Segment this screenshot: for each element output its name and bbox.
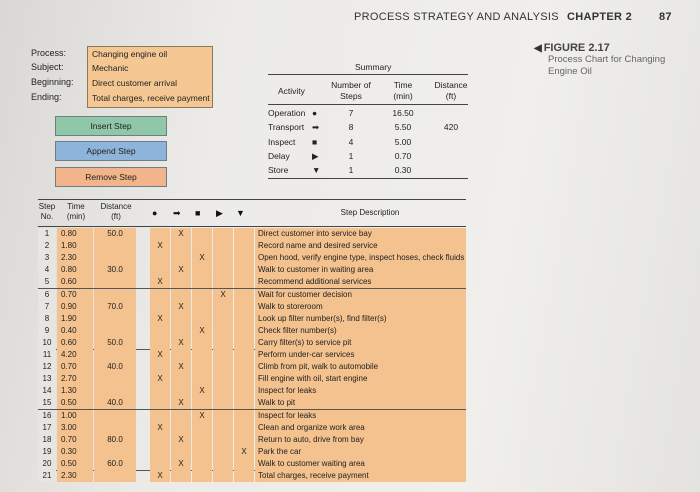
table-row[interactable] xyxy=(38,458,466,470)
table-row[interactable] xyxy=(38,349,466,361)
step-distance xyxy=(94,349,136,361)
activity-mark xyxy=(213,325,233,337)
activity-mark xyxy=(234,410,254,422)
step-number: 2 xyxy=(38,240,56,252)
activity-mark xyxy=(234,470,254,482)
activity-mark xyxy=(171,410,191,422)
page-number: 87 xyxy=(659,11,672,23)
table-row[interactable] xyxy=(38,252,466,264)
activity-mark xyxy=(171,470,191,482)
activity-mark xyxy=(192,289,212,301)
activity-mark xyxy=(192,446,212,458)
step-description: Walk to customer waiting area xyxy=(255,458,466,470)
activity-mark xyxy=(234,373,254,385)
process-label: Process: xyxy=(31,48,67,58)
activity-mark xyxy=(213,434,233,446)
activity-mark xyxy=(213,458,233,470)
step-distance xyxy=(94,325,136,337)
step-description: Perform under-car services xyxy=(255,349,466,361)
activity-mark xyxy=(192,458,212,470)
store-icon: ▼ xyxy=(236,208,245,218)
step-distance xyxy=(94,373,136,385)
activity-mark xyxy=(171,325,191,337)
activity-mark xyxy=(150,410,170,422)
step-time: 0.50 xyxy=(57,397,93,409)
activity-mark xyxy=(171,349,191,361)
step-distance xyxy=(94,289,136,301)
activity-mark: X xyxy=(171,434,191,446)
activity-mark xyxy=(192,276,212,288)
table-top-rule xyxy=(38,199,466,200)
running-header-chapter: CHAPTER 2 xyxy=(567,11,633,23)
activity-mark xyxy=(150,434,170,446)
table-row[interactable] xyxy=(38,264,466,276)
table-row[interactable] xyxy=(38,276,466,288)
activity-mark xyxy=(213,240,233,252)
activity-mark xyxy=(234,361,254,373)
insert-step-button[interactable]: Insert Step xyxy=(55,116,167,136)
activity-mark: X xyxy=(171,301,191,313)
activity-mark xyxy=(171,252,191,264)
activity-mark: X xyxy=(150,313,170,325)
step-number: 10 xyxy=(38,337,56,349)
activity-mark xyxy=(234,228,254,240)
summary-header-rule xyxy=(268,104,468,105)
activity-mark xyxy=(171,240,191,252)
step-number: 8 xyxy=(38,313,56,325)
step-time: 1.80 xyxy=(57,240,93,252)
activity-mark xyxy=(192,337,212,349)
activity-mark xyxy=(234,252,254,264)
summary-distance-header: Distance (ft) xyxy=(434,80,468,101)
activity-mark xyxy=(213,361,233,373)
figure-caption: Process Chart for Changing Engine Oil xyxy=(548,54,666,77)
distance-header: Distance (ft) xyxy=(100,202,132,221)
summary-number: 1 xyxy=(348,165,354,175)
summary-number: 1 xyxy=(348,151,354,161)
table-row[interactable] xyxy=(38,410,466,422)
summary-activity-icon: ➡ xyxy=(312,122,320,132)
append-step-button[interactable]: Append Step xyxy=(55,141,167,161)
activity-mark xyxy=(171,289,191,301)
summary-number: 4 xyxy=(348,137,354,147)
step-time: 0.70 xyxy=(57,289,93,301)
process-field[interactable]: Changing engine oil xyxy=(92,49,168,59)
summary-time: 0.30 xyxy=(394,165,412,175)
activity-mark xyxy=(234,349,254,361)
step-description: Recommend additional services xyxy=(255,276,466,288)
step-time: 0.60 xyxy=(57,337,93,349)
activity-mark xyxy=(234,385,254,397)
step-distance xyxy=(94,422,136,434)
summary-activity: Transport xyxy=(268,122,305,132)
summary-time-header: Time (min) xyxy=(393,80,413,101)
step-distance xyxy=(94,276,136,288)
activity-mark xyxy=(171,276,191,288)
step-distance: 50.0 xyxy=(94,337,136,349)
step-number: 12 xyxy=(38,361,56,373)
activity-mark: X xyxy=(192,252,212,264)
step-time: 2.30 xyxy=(57,470,93,482)
activity-mark xyxy=(213,313,233,325)
table-row[interactable] xyxy=(38,337,466,349)
activity-mark: X xyxy=(150,470,170,482)
step-no-header: Step No. xyxy=(38,202,56,221)
activity-mark xyxy=(171,373,191,385)
step-description: Total charges, receive payment xyxy=(255,470,466,482)
activity-mark xyxy=(150,337,170,349)
activity-mark: X xyxy=(171,361,191,373)
activity-mark xyxy=(192,397,212,409)
step-distance xyxy=(94,240,136,252)
table-row[interactable] xyxy=(38,385,466,397)
step-description: Walk to storeroom xyxy=(255,301,466,313)
table-row[interactable] xyxy=(38,313,466,325)
caption-arrow-icon: ◀ xyxy=(534,43,542,54)
step-number: 5 xyxy=(38,276,56,288)
activity-mark: X xyxy=(150,240,170,252)
ending-label: Ending: xyxy=(31,92,62,102)
step-time: 1.00 xyxy=(57,410,93,422)
activity-mark xyxy=(213,337,233,349)
step-time: 4.20 xyxy=(57,349,93,361)
table-row[interactable] xyxy=(38,301,466,313)
activity-mark: X xyxy=(150,373,170,385)
step-number: 14 xyxy=(38,385,56,397)
step-distance xyxy=(94,470,136,482)
step-time: 2.70 xyxy=(57,373,93,385)
activity-mark xyxy=(192,349,212,361)
step-time: 0.70 xyxy=(57,434,93,446)
table-row[interactable] xyxy=(38,289,466,301)
activity-mark xyxy=(213,264,233,276)
step-description: Clean and organize work area xyxy=(255,422,466,434)
activity-mark xyxy=(192,470,212,482)
delay-icon: ▶ xyxy=(216,208,223,218)
activity-mark xyxy=(192,361,212,373)
activity-mark: X xyxy=(171,458,191,470)
activity-mark xyxy=(234,264,254,276)
activity-mark xyxy=(150,228,170,240)
step-description: Open hood, verify engine type, inspect hoses, check fluids xyxy=(255,252,466,264)
step-description: Inspect for leaks xyxy=(255,385,466,397)
summary-activity-icon: ● xyxy=(312,108,318,118)
step-time: 3.00 xyxy=(57,422,93,434)
step-distance xyxy=(94,252,136,264)
summary-number-header: Number of Steps xyxy=(331,80,371,101)
transport-icon: ➡ xyxy=(173,208,181,218)
activity-mark: X xyxy=(150,349,170,361)
step-time: 2.30 xyxy=(57,252,93,264)
activity-mark xyxy=(213,385,233,397)
activity-mark xyxy=(234,301,254,313)
activity-mark xyxy=(213,397,233,409)
table-row[interactable] xyxy=(38,325,466,337)
activity-mark xyxy=(192,228,212,240)
activity-mark xyxy=(192,313,212,325)
process-info-box xyxy=(87,46,213,108)
activity-mark xyxy=(213,470,233,482)
activity-mark xyxy=(150,361,170,373)
step-description: Walk to pit xyxy=(255,397,466,409)
table-row[interactable] xyxy=(38,228,466,240)
activity-mark xyxy=(213,301,233,313)
step-distance xyxy=(94,410,136,422)
activity-mark xyxy=(213,373,233,385)
running-header-title: PROCESS STRATEGY AND ANALYSIS xyxy=(354,11,559,23)
activity-mark xyxy=(150,252,170,264)
activity-mark xyxy=(150,264,170,276)
step-number: 9 xyxy=(38,325,56,337)
step-distance xyxy=(94,313,136,325)
beginning-label: Beginning: xyxy=(31,77,74,87)
inspect-icon: ■ xyxy=(195,208,201,218)
remove-step-button[interactable]: Remove Step xyxy=(55,167,167,187)
table-row[interactable] xyxy=(38,422,466,434)
summary-activity: Store xyxy=(268,165,289,175)
activity-mark: X xyxy=(192,325,212,337)
activity-mark xyxy=(171,385,191,397)
summary-activity: Delay xyxy=(268,151,290,161)
step-number: 11 xyxy=(38,349,56,361)
activity-mark xyxy=(192,301,212,313)
summary-title: Summary xyxy=(355,62,392,72)
table-row[interactable] xyxy=(38,240,466,252)
activity-mark xyxy=(213,410,233,422)
activity-mark xyxy=(234,337,254,349)
activity-mark xyxy=(234,434,254,446)
activity-mark xyxy=(213,422,233,434)
summary-activity: Operation xyxy=(268,108,306,118)
step-description: Record name and desired service xyxy=(255,240,466,252)
step-number: 4 xyxy=(38,264,56,276)
activity-mark: X xyxy=(171,264,191,276)
subject-field[interactable]: Mechanic xyxy=(92,63,129,73)
step-number: 16 xyxy=(38,410,56,422)
step-description: Look up filter number(s), find filter(s) xyxy=(255,313,466,325)
step-description: Fill engine with oil, start engine xyxy=(255,373,466,385)
step-description: Check filter number(s) xyxy=(255,325,466,337)
activity-mark: X xyxy=(192,410,212,422)
activity-mark xyxy=(213,446,233,458)
step-description: Park the car xyxy=(255,446,466,458)
activity-mark xyxy=(171,422,191,434)
summary-time: 5.00 xyxy=(394,137,412,147)
step-description: Climb from pit, walk to automobile xyxy=(255,361,466,373)
summary-time: 16.50 xyxy=(392,108,414,118)
activity-mark xyxy=(234,397,254,409)
table-row[interactable] xyxy=(38,397,466,409)
activity-mark xyxy=(192,264,212,276)
table-row[interactable] xyxy=(38,446,466,458)
step-time: 0.40 xyxy=(57,325,93,337)
ending-field[interactable]: Total charges, receive payment xyxy=(92,93,210,103)
activity-mark xyxy=(150,385,170,397)
activity-mark xyxy=(150,325,170,337)
activity-mark xyxy=(213,349,233,361)
step-distance: 50.0 xyxy=(94,228,136,240)
activity-mark xyxy=(192,422,212,434)
step-number: 3 xyxy=(38,252,56,264)
subject-label: Subject: xyxy=(31,62,64,72)
step-distance xyxy=(94,385,136,397)
beginning-field[interactable]: Direct customer arrival xyxy=(92,78,178,88)
step-description: Walk to customer in waiting area xyxy=(255,264,466,276)
activity-mark xyxy=(234,422,254,434)
step-distance xyxy=(94,446,136,458)
activity-mark xyxy=(150,446,170,458)
step-number: 1 xyxy=(38,228,56,240)
step-time: 0.70 xyxy=(57,361,93,373)
summary-activity-icon: ▼ xyxy=(312,165,321,175)
step-number: 6 xyxy=(38,289,56,301)
step-time: 1.30 xyxy=(57,385,93,397)
summary-activity-icon: ■ xyxy=(312,137,318,147)
summary-time: 0.70 xyxy=(394,151,412,161)
activity-mark xyxy=(213,252,233,264)
activity-mark xyxy=(213,228,233,240)
activity-mark: X xyxy=(213,289,233,301)
activity-mark xyxy=(150,397,170,409)
summary-bottom-rule xyxy=(268,178,468,179)
activity-mark xyxy=(234,458,254,470)
step-time: 0.50 xyxy=(57,458,93,470)
step-number: 21 xyxy=(38,470,56,482)
activity-mark xyxy=(234,313,254,325)
step-distance: 80.0 xyxy=(94,434,136,446)
step-description: Wait for customer decision xyxy=(255,289,466,301)
activity-mark xyxy=(234,325,254,337)
step-description: Return to auto, drive from bay xyxy=(255,434,466,446)
figure-label: FIGURE 2.17 xyxy=(543,42,610,54)
step-distance: 30.0 xyxy=(94,264,136,276)
activity-mark: X xyxy=(150,422,170,434)
step-distance: 40.0 xyxy=(94,361,136,373)
activity-mark: X xyxy=(234,446,254,458)
activity-mark xyxy=(213,276,233,288)
activity-mark xyxy=(150,458,170,470)
step-time: 0.80 xyxy=(57,264,93,276)
summary-time: 5.50 xyxy=(394,122,412,132)
figure-caption-block xyxy=(534,42,684,78)
table-row[interactable] xyxy=(38,361,466,373)
activity-mark xyxy=(234,276,254,288)
step-number: 13 xyxy=(38,373,56,385)
summary-number: 7 xyxy=(348,108,354,118)
step-distance: 60.0 xyxy=(94,458,136,470)
activity-mark: X xyxy=(171,337,191,349)
activity-mark xyxy=(192,240,212,252)
activity-mark: X xyxy=(171,397,191,409)
step-description: Inspect for leaks xyxy=(255,410,466,422)
activity-mark xyxy=(150,289,170,301)
step-time: 0.30 xyxy=(57,446,93,458)
summary-distance: 420 xyxy=(443,122,459,132)
table-row[interactable] xyxy=(38,434,466,446)
summary-top-rule xyxy=(268,74,468,75)
summary-activity: Inspect xyxy=(268,137,296,147)
activity-mark xyxy=(234,240,254,252)
step-number: 19 xyxy=(38,446,56,458)
step-number: 15 xyxy=(38,397,56,409)
activity-mark xyxy=(192,434,212,446)
summary-activity-header: Activity xyxy=(278,86,305,96)
step-number: 20 xyxy=(38,458,56,470)
operation-icon: ● xyxy=(152,208,158,218)
activity-mark: X xyxy=(192,385,212,397)
step-number: 7 xyxy=(38,301,56,313)
step-description: Direct customer into service bay xyxy=(255,228,466,240)
table-row[interactable] xyxy=(38,470,466,482)
time-header: Time (min) xyxy=(66,202,86,221)
step-description: Carry filter(s) to service pit xyxy=(255,337,466,349)
step-time: 0.90 xyxy=(57,301,93,313)
step-distance: 70.0 xyxy=(94,301,136,313)
table-row[interactable] xyxy=(38,373,466,385)
step-number: 18 xyxy=(38,434,56,446)
activity-mark xyxy=(150,301,170,313)
activity-mark xyxy=(192,373,212,385)
activity-mark: X xyxy=(150,276,170,288)
activity-mark xyxy=(171,446,191,458)
activity-mark xyxy=(171,313,191,325)
activity-mark: X xyxy=(171,228,191,240)
summary-activity-icon: ▶ xyxy=(312,151,319,161)
step-time: 1.90 xyxy=(57,313,93,325)
step-number: 17 xyxy=(38,422,56,434)
step-time: 0.60 xyxy=(57,276,93,288)
activity-mark xyxy=(234,289,254,301)
table-header-rule xyxy=(38,226,466,227)
step-distance: 40.0 xyxy=(94,397,136,409)
step-description-header: Step Description xyxy=(340,208,400,217)
step-time: 0.80 xyxy=(57,228,93,240)
summary-number: 8 xyxy=(348,122,354,132)
